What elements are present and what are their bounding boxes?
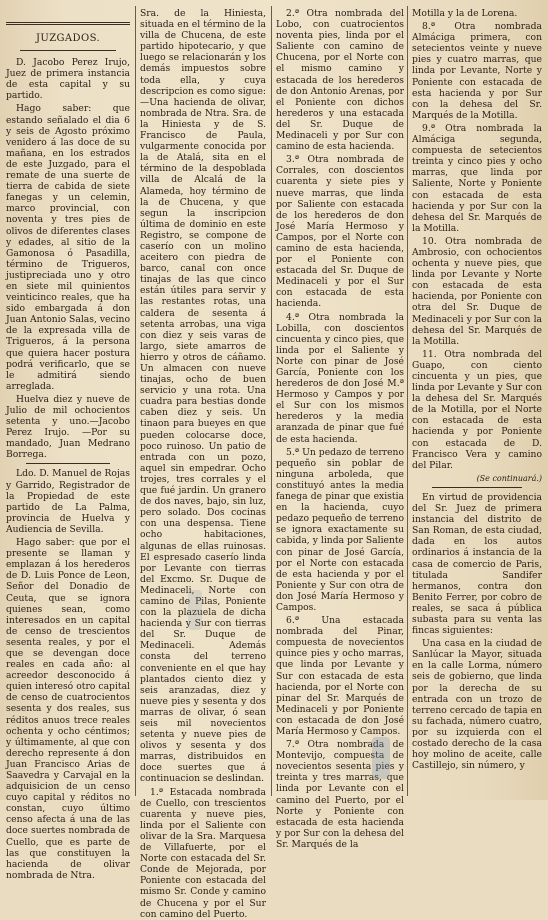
notice-title: D. Jacobo Perez Irujo, Juez de primera instancia de esta capital y su partido.: [6, 57, 130, 102]
column-4: [412, 8, 542, 794]
paragraph: 10. Otra nombrada de Ambrosio, con ochocientos ochenta y nueve pies, que linda por Levante y Norte con estacada de esta hacienda, por Poniente con otra del Sr. Duque de Medinaceli y por Sur con la dehesa del Sr. Marqués de la Motilla.: [412, 235, 542, 347]
ink-stain: [372, 737, 390, 779]
divider: [26, 463, 110, 464]
paragraph: 11. Otra nombrada del Guapo, con ciento cincuenta y un pies, que linda por Levante y Sur con la dehesa del Sr. Marqués de la Motilla, por el Norte con estacada de esta hacienda y por Poniente con estacada de D. Francisco Vera y camino del Pilar.: [412, 348, 542, 471]
paragraph: 6.ª Una estacada nombrada del Pinar, compuesta de novecientos quince pies y ocho marras, que linda por Levante y Sur con estacada de esta hacienda, por el Norte con pinar del Sr. Marqués de Medinaceli y por Poniente con estacada de don José María Hermoso y Campos.: [276, 615, 404, 737]
paragraph: Una casa en la ciudad de Sanlúcar la Mayor, situada en la calle Lorma, número seis de gobierno, que linda por la derecha de su entrada con un trozo de terreno cercado de tapia en su fachada, número cuatro, por su izquierda con el costado derecho de la casa hoy molino de aceite, calle Castillejo, sin número, y: [412, 638, 542, 772]
notice-body: Hago saber: que por el presente se llaman y emplazan á los herederos de D. Luis Ponce de Leon, Señor del Donadio de Ceuta, que se ignora quienes sean, como interesados en un capital de censo de trescientos sesenta reales, y por el que se devengan doce reales en cada año: al acreedor desconocido á quien interesó otro capital de censo de cuatrocientos sesenta y dos reales, sus réditos anuos trece reales ochenta y ocho céntimos; y últimamente, al que con derecho represente á don Juan Francisco Arias de Saavedra y Carvajal en la adquisicion de un censo cuyo capital y réditos no constan, cuyo último censo afecta á una de las doce suertes nombrada de Cuello, que es parte de las que constituyen la hacienda de olivar nombrada de Ntra.: [6, 537, 130, 881]
column-1: [6, 8, 130, 881]
notice-body: Hago saber: que estando señalado el dia 6 y seis de Agosto próximo venidero á las doce de su mañana, en los estrados de este Juzgado, para el remate de una suerte de tierra de cabida de siete fanegas y un celemin, marco provincial, con noventa y tres pies de olivos de diferentes clases y edades, al sitio de la Gamonosa ó Pasadilla, término de Trigueros, justipreciada uno y otro en siete mil quinientos veinticinco reales, que ha sido embargada á don Juan Antonio Salas, vecino de la expresada villa de Trigueros, á la persona que quiera hacer postura podrá verificarlo, que se le admitirá siendo arreglada.: [6, 103, 130, 392]
column-rule: [407, 6, 408, 796]
ink-stain: [188, 590, 202, 630]
paragraph: 7.ª Otra nombrada de Montevijo, compuesta de novecientos sesenta pies y treinta y tres marras, que linda por Levante con el camino del Puerto, por el Norte y Poniente con estacada de esta hacienda y por Sur con la dehesa del Sr. Marqués de la: [276, 739, 404, 850]
paragraph: 1.ª Estacada nombrada de Cuello, con trescientos cuarenta y nueve pies, linda por el Saliente con olivar de la Sra. Marquesa de Villafuerte, por el Norte con estacada del Sr. Conde de Mejorada, por Poniente con estacada del mismo Sr. Conde y camino de Chucena y por el Sur con camino del Puerto.: [140, 786, 266, 920]
paragraph: Sra. de la Hiniesta, situada en el término de la villa de Chucena, de este partido hipotecario, y que luego se relacionarán y los demás impuestos sobre toda ella, y cuya descripcion es como sigue:—Una hacienda de olivar, nombrada de Ntra. Sra. de la Hiniesta y de S. Francisco de Paula, vulgarmente conocida por la de Atalá, sita en el término de la despoblada villa de Alcalá de la Alameda, hoy término de la de Chucena, y que segun la inscripcion última de dominio en este Registro, se compone de caserío con un molino aceitero con piedra de barco, canal con once tinajas de las que cinco están útiles para servir y las restantes rotas, una caldera de sesenta á setenta arrobas, una viga con diez y seis varas de largo, siete amarros de hierro y otros de cáñamo. Un almacen con nueve tinajas, ocho de buen servicio y una rota. Una cuadra para bestias donde caben diez y seis. Un tinaon para bueyes en que pueden colocarse doce, poco ruinoso. Un patio de entrada con un pozo, aquel sin empedrar. Ocho trojes, tres corrales y el que fué jardin. Un granero de dos naves, bajo, sin luz, pero solado. Dos cocinas con una despensa. Tiene ocho habitaciones, algunas de ellas ruinosas. El espresado caserío linda por Levante con tierras del Excmo. Sr. Duque de Medinaceli, Norte con camino de Pilas, Poniente con la plazuela de dicha hacienda y Sur con tierras del Sr. Duque de Medinaceli. Además consta del terreno conveniente en el que hay plantados ciento diez y seis aranzadas, diez y nueve pies y sesenta y dos marras de olivar, ó sean seis mil novecientos setenta y nueve pies de olivos y sesenta y dos marras, distribuidos en doce suertes que á continuacion se deslindan.: [140, 8, 266, 785]
paragraph: 5.ª Un pedazo de terreno pequeño sin poblar de ninguna arboleda, que constituyó antes la media fanega de pinar que existia en la hacienda, cuyo pedazo pequeño de terreno se ignora exactamente su cabida, y linda por Saliente con pinar de José García, por el Norte con estacada de esta hacienda y por el Poniente y Sur con otra de don José María Hermoso y Campos.: [276, 446, 404, 613]
column-2: [140, 8, 266, 920]
paragraph: 9.ª Otra nombrada la Almáciga segunda, compuesta de setecientos treinta y cinco pies y ocho marras, que linda por Saliente, Norte y Poniente con estacada de esta hacienda y por Sur con la dehesa del Sr. Marqués de la Motilla.: [412, 122, 542, 234]
paragraph: 2.ª Otra nombrada del Lobo, con cuatrocientos noventa pies, linda por el Saliente con camino de Chucena, por el Norte con el mismo camino y estacada de los herederos de don Antonio Arenas, por el Poniente con dichos herederos y una estacada del Sr. Duque de Medinaceli y por Sur con camino de esta hacienda.: [276, 8, 404, 153]
column-3: [276, 8, 404, 850]
divider: [20, 50, 116, 51]
section-heading: JUZGADOS.: [35, 33, 101, 44]
notice-date: Huelva diez y nueve de Julio de mil ochocientos setenta y uno.—Jacobo Perez Irujo. —Por su mandado, Juan Medrano Borrega.: [6, 393, 130, 461]
divider: [432, 487, 522, 488]
paragraph: 4.ª Otra nombrada la Lobilla, con doscientos cincuenta y cinco pies, que linda por el Saliente y Norte con pinar de José García, Poniente con los herederos de don José M.ª Hermoso y Campos y por el Sur con los mismos herederos y la media aranzada de pinar que fué de esta hacienda.: [276, 311, 404, 445]
column-rule: [271, 6, 272, 796]
double-rule: [6, 22, 130, 25]
paragraph: En virtud de providencia del Sr. Juez de primera instancia del distrito de San Roman, de esta ciudad, dada en los autos ordinarios á instancia de la casa de comercio de Paris, titulada Sandifer hermanos, contra don Benito Ferrer, por cobro de reales, se saca á pública subasta para su venta las fincas siguientes:: [412, 491, 542, 637]
paragraph: 8.ª Otra nombrada Almáciga primera, con setecientos veinte y nueve pies y cuatro marras, que linda por Levante, Norte y Poniente con estacada de esta hacienda y por Sur con la dehesa del Sr. Marqués de la Motilla.: [412, 21, 542, 121]
paragraph: Motilla y la de Lorena.: [412, 8, 518, 19]
notice-title: Ldo. D. Manuel de Rojas y Garrido, Registrador de la Propiedad de este partido de La Palma, provincia de Huelva y Audiencia de Sevilla.: [6, 468, 130, 535]
column-rule: [135, 6, 136, 796]
continued-note: (Se continuará.): [476, 473, 542, 483]
paragraph: 3.ª Otra nombrada de Corrales, con doscientos cuarenta y siete pies y nueve marras, que linda por Saliente con estacada de los herederos de don José María Hermoso y Campos, por el Norte con camino de esta hacienda, por el Poniente con estacada del Sr. Duque de Medinaceli y por el Sur con estacada de esta hacienda.: [276, 154, 404, 310]
